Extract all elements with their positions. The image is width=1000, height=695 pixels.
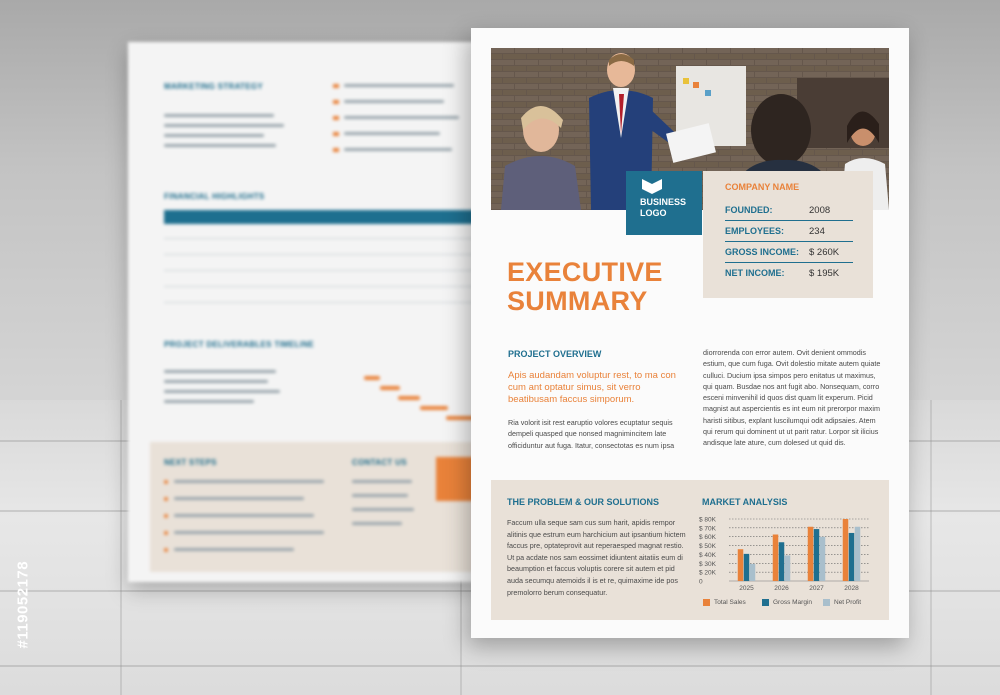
legend-swatch-net-profit xyxy=(823,599,830,606)
chart-y-tick-label: $ 60K xyxy=(699,534,716,542)
company-name: COMPANY NAME xyxy=(725,182,800,192)
chart-bar xyxy=(779,542,785,581)
back-heading-marketing: MARKETING STRATEGY xyxy=(164,82,264,91)
chart-y-tick-label: $ 50K xyxy=(699,543,716,551)
back-heading-contact: CONTACT US xyxy=(352,458,407,467)
legend-swatch-total-sales xyxy=(703,599,710,606)
company-row xyxy=(725,221,853,242)
chart-x-tick-label: 2026 xyxy=(774,585,789,592)
legend-swatch-gross-margin xyxy=(762,599,769,606)
company-row-label: EMPLOYEES: xyxy=(725,226,785,236)
company-row-value: $ 260K xyxy=(809,247,840,258)
logo-text: BUSINESS LOGO xyxy=(640,197,687,218)
project-overview-heading: PROJECT OVERVIEW xyxy=(508,349,602,359)
company-row xyxy=(725,263,853,283)
front-page xyxy=(471,28,909,638)
legend-label-gross-margin: Gross Margin xyxy=(773,599,813,607)
legend-item-total-sales xyxy=(703,599,746,606)
page-title-line1: EXECUTIVE xyxy=(507,257,663,287)
chart-y-tick-label: $ 20K xyxy=(699,569,716,577)
stock-id-text: #119052178 xyxy=(14,560,32,649)
chart-bar xyxy=(855,527,861,581)
chart-bar xyxy=(814,529,820,581)
chart-y-tick-label: $ 80K xyxy=(699,516,716,524)
chart-y-tick-label: 0 xyxy=(699,578,703,586)
company-row-label: FOUNDED: xyxy=(725,205,773,215)
project-overview-body-right: diorrorenda con error autem. Ovit denient ommodis estium, que cum fuga. Ovit dolestio mitate autem quiate culluci. Ducium ipsa simpos pero enitatus ut maximus, qui quam. Busdae nos ant fugit abo. Nonsequam, corro esceni minvenihil id quos dist quam lit experum. Picid magnist aut aspercientis es int eum nit prerorpor maxim haristi sitibus, explant luscilumqui odit adipsaies. Atem qui rerum qui dominent ut ut parit ratur. Lorpor sit ilicius andisque late ature, cum dolesed ut quid dis. xyxy=(703,348,881,448)
chart-x-tick-label: 2025 xyxy=(739,585,754,592)
company-info-box xyxy=(703,171,873,298)
chart-bar xyxy=(820,537,826,581)
chart-y-tick-label: $ 70K xyxy=(699,525,716,533)
back-page xyxy=(128,42,480,582)
stock-watermark xyxy=(10,430,36,660)
company-row-label: NET INCOME: xyxy=(725,268,785,278)
chart-bar xyxy=(744,554,750,581)
chart-bar xyxy=(849,533,855,581)
page-title xyxy=(507,258,663,316)
logo-flag-icon xyxy=(640,177,664,195)
back-heading-financial: FINANCIAL HIGHLIGHTS xyxy=(164,192,265,201)
legend-label-total-sales: Total Sales xyxy=(714,599,746,607)
chart-bar xyxy=(738,549,744,581)
market-analysis-chart xyxy=(699,515,874,597)
page-title-line2: SUMMARY xyxy=(507,286,648,316)
legend-item-net-profit xyxy=(823,599,861,606)
project-overview-body-left: Ria volorit isit rest earuptio volores ecuptatur sequis dempeli quasped que nonsed magnimincitem late officiduntur aut fuga. Itatur, consectotas es num ipsa xyxy=(508,418,675,450)
problem-heading: THE PROBLEM & OUR SOLUTIONS xyxy=(507,497,660,507)
company-row xyxy=(725,242,853,263)
chart-y-tick-label: $ 40K xyxy=(699,551,716,559)
business-logo xyxy=(626,171,702,235)
chart-bar xyxy=(750,564,756,581)
market-heading: MARKET ANALYSIS xyxy=(702,497,788,507)
chart-bar xyxy=(843,519,849,581)
problem-body: Faccum ulla seque sam cus sum harit, apidis rempor alitinis que estrum eum harchicium aut ipsantium hictem faccus pre, optateprovit aut reperaesped magnat restio. Ut pa acdate nos sam eossimet idiuntent aitatiis eum di beaumption et faccus voluptis corere sit autem et pid auda secumqu atemoids il is et re, quimaxime ide pos premolorro berum consequatur. xyxy=(507,518,686,597)
company-row xyxy=(725,200,853,221)
chart-bar xyxy=(808,527,814,581)
company-row-value: 234 xyxy=(809,226,825,237)
chart-x-tick-label: 2027 xyxy=(809,585,824,592)
legend-label-net-profit: Net Profit xyxy=(834,599,862,607)
legend-item-gross-margin xyxy=(762,599,812,606)
chart-bar xyxy=(785,555,791,581)
solutions-market-box xyxy=(491,480,889,620)
project-overview-lead: Apis audandam voluptur rest, to ma con cum ant optatur simus, sit verro beatibusam faccus simporum. xyxy=(508,370,676,405)
back-heading-timeline: PROJECT DELIVERABLES TIMELINE xyxy=(164,340,315,349)
chart-y-tick-label: $ 30K xyxy=(699,560,716,568)
chart-bar xyxy=(773,535,779,582)
chart-x-tick-label: 2028 xyxy=(844,585,859,592)
back-heading-next-steps: NEXT STEPS xyxy=(164,458,217,467)
company-row-value: 2008 xyxy=(809,205,831,216)
company-row-value: $ 195K xyxy=(809,268,840,279)
company-row-label: GROSS INCOME: xyxy=(725,247,800,257)
